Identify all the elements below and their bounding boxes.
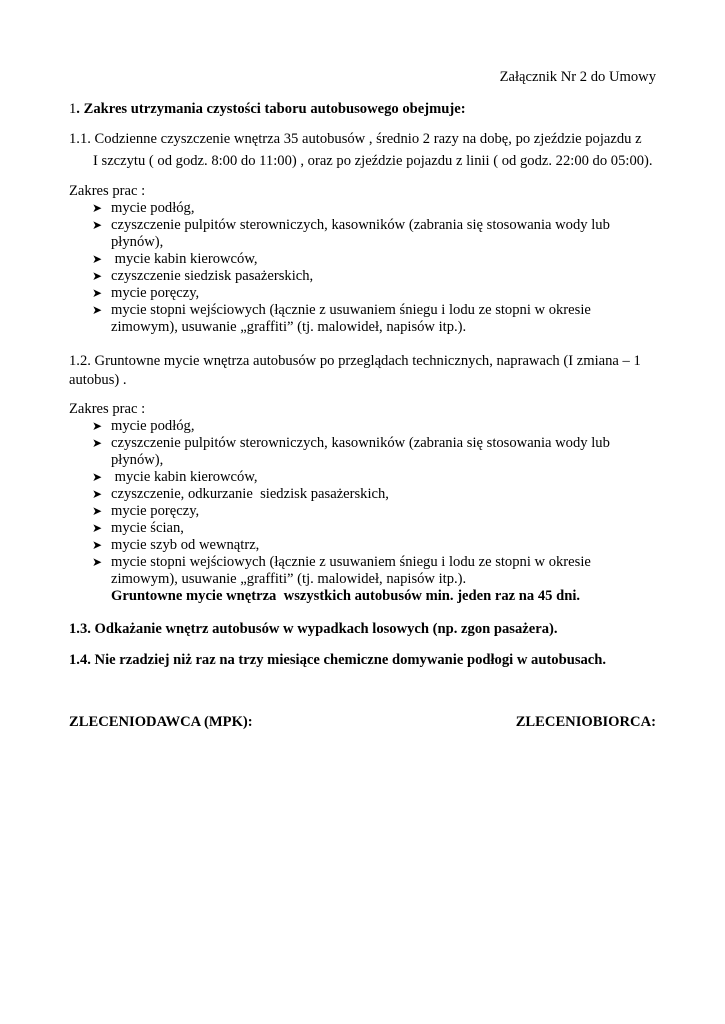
list-item: ➤ mycie podłóg, bbox=[92, 200, 195, 216]
list-item: ➤ mycie podłóg, bbox=[92, 418, 195, 434]
list-item: ➤ mycie szyb od wewnątrz, bbox=[92, 537, 260, 553]
list-item: ➤ mycie kabin kierowców, bbox=[92, 251, 258, 267]
arrowhead-bullet-icon: ➤ bbox=[92, 303, 103, 317]
list-item: ➤ czyszczenie pulpitów sterowniczych, kasowników (zabrania się stosowania wody lub płynów), bbox=[92, 435, 610, 468]
scope-label-1: Zakres prac : bbox=[69, 183, 146, 199]
task-list-1 bbox=[92, 200, 652, 336]
list-item: ➤ czyszczenie, odkurzanie siedzisk pasażerskich, bbox=[92, 486, 389, 502]
task-list-2 bbox=[92, 418, 652, 605]
list-item: ➤ mycie ścian, bbox=[92, 520, 184, 536]
arrowhead-bullet-icon: ➤ bbox=[92, 419, 103, 433]
arrowhead-bullet-icon: ➤ bbox=[92, 201, 103, 215]
scope-label-2: Zakres prac : bbox=[69, 401, 146, 417]
arrowhead-bullet-icon: ➤ bbox=[92, 555, 103, 569]
arrowhead-bullet-icon: ➤ bbox=[92, 470, 103, 484]
list-item: ➤ mycie kabin kierowców, bbox=[92, 469, 258, 485]
paragraph-1-1-line-1: 1.1. Codzienne czyszczenie wnętrza 35 autobusów , średnio 2 razy na dobę, po zjeździe pojazdu z bbox=[69, 131, 642, 147]
section-1-4: 1.4. Nie rzadziej niż raz na trzy miesiące chemiczne domywanie podłogi w autobusach. bbox=[69, 652, 607, 668]
list-item: ➤ mycie poręczy, bbox=[92, 503, 200, 519]
paragraph-1-2 bbox=[69, 352, 659, 390]
list-item: ➤ czyszczenie pulpitów sterowniczych, kasowników (zabrania się stosowania wody lub płynów), bbox=[92, 217, 610, 250]
list-item: ➤ mycie stopni wejściowych (łącznie z usuwaniem śniegu i lodu ze stopni w okresie zimowym), usuwanie „graffiti” (tj. malowideł, napisów itp.). bbox=[92, 302, 591, 335]
list-item: ➤ mycie poręczy, bbox=[92, 285, 200, 301]
paragraph-1-2-line-2: autobus) . bbox=[69, 372, 127, 388]
signature-client-label: ZLECENIODAWCA (MPK): bbox=[69, 714, 253, 730]
arrowhead-bullet-icon: ➤ bbox=[92, 521, 103, 535]
arrowhead-bullet-icon: ➤ bbox=[92, 538, 103, 552]
annex-title: Załącznik Nr 2 do Umowy bbox=[499, 69, 656, 85]
section-1-number: 1 bbox=[69, 101, 77, 117]
list-item: ➤ czyszczenie siedzisk pasażerskich, bbox=[92, 268, 314, 284]
signature-contractor-label: ZLECENIOBIORCA: bbox=[515, 714, 656, 730]
arrowhead-bullet-icon: ➤ bbox=[92, 218, 103, 232]
arrowhead-bullet-icon: ➤ bbox=[92, 252, 103, 266]
paragraph-1-1-line-2: I szczytu ( od godz. 8:00 do 11:00) , oraz po zjeździe pojazdu z linii ( od godz. 22:00 do 05:00). bbox=[93, 153, 653, 169]
section-1-title: . Zakres utrzymania czystości taboru autobusowego obejmuje: bbox=[76, 101, 466, 117]
list-note bbox=[92, 588, 652, 605]
paragraph-1-1 bbox=[69, 131, 659, 170]
arrowhead-bullet-icon: ➤ bbox=[92, 286, 103, 300]
section-1-3: 1.3. Odkażanie wnętrz autobusów w wypadkach losowych (np. zgon pasażera). bbox=[69, 621, 558, 637]
section-1-heading bbox=[69, 101, 466, 118]
arrowhead-bullet-icon: ➤ bbox=[92, 504, 103, 518]
arrowhead-bullet-icon: ➤ bbox=[92, 436, 103, 450]
arrowhead-bullet-icon: ➤ bbox=[92, 487, 103, 501]
list-item: ➤ mycie stopni wejściowych (łącznie z usuwaniem śniegu i lodu ze stopni w okresie zimowym), usuwanie „graffiti” (tj. malowideł, napisów itp.). bbox=[92, 554, 591, 587]
arrowhead-bullet-icon: ➤ bbox=[92, 269, 103, 283]
thorough-cleaning-note: Gruntowne mycie wnętrza wszystkich autobusów min. jeden raz na 45 dni. bbox=[111, 588, 581, 604]
paragraph-1-2-line-1: 1.2. Gruntowne mycie wnętrza autobusów po przeglądach technicznych, naprawach (I zmiana – 1 bbox=[69, 353, 641, 369]
